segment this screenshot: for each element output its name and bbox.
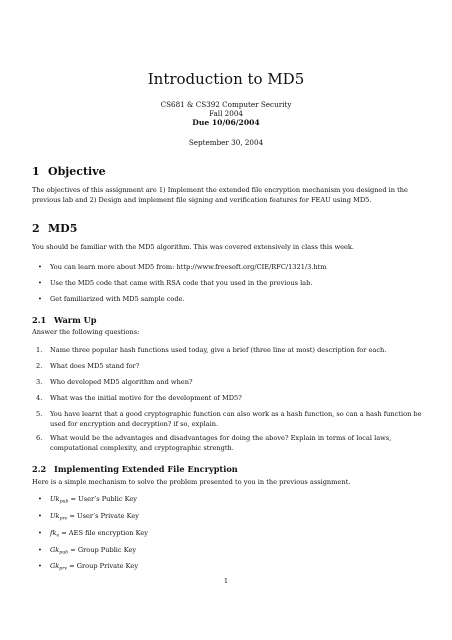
key-definition [38,546,422,558]
key-subscript: pub [59,550,69,556]
bullet-text: Get familiarized with MD5 sample code. [50,295,185,303]
course-line: CS681 & CS392 Computer Security [160,100,292,109]
item-text: What was the initial motive for the development of MD5? [50,394,242,402]
item-text: You have learnt that a good cryptographic function can also work as a hash function, so can a hash function be used for encryption and decryption? if so, explain. [50,410,422,428]
key-description: = User’s Public Key [70,495,137,503]
section-2-paragraph: You should be familiar with the MD5 algorithm. This was covered extensively in class this week. [32,243,355,251]
section-number: 2.2 [32,464,47,474]
section-title: Objective [48,165,106,178]
list-item [36,362,422,372]
document-title: Introduction to MD5 [147,70,305,88]
section-number: 2 [32,222,40,235]
section-1-paragraph: The objectives of this assignment are 1) Implement the extended file encryption mechanism you designed in the previous lab and 2) Design and implement file signing and verification features for FEAU using MD5. [32,186,408,204]
item-text: Who developed MD5 algorithm and when? [50,378,193,386]
key-symbol: Uk [50,495,60,503]
list-item [36,378,422,388]
item-text: What does MD5 stand for? [50,362,140,370]
list-item [38,295,422,305]
key-definition [38,495,422,507]
item-text: Name three popular hash functions used today, give a brief (three line at most) description for each. [50,346,387,354]
bullet-icon: • [38,279,42,287]
section-number: 2.1 [32,315,47,325]
key-description: = Group Public Key [70,546,137,554]
bullet-icon: • [38,546,42,554]
subsection-2-1-intro: Answer the following questions: [32,328,140,336]
bullet-icon: • [38,263,42,271]
due-date: Due 10/06/2004 [192,118,260,127]
list-item [38,279,422,289]
item-text: What would be the advantages and disadvantages for doing the above? Explain in terms of local laws, computational complexity, and cryptographic strength. [50,434,392,452]
key-definition [38,562,422,574]
list-item [38,263,422,273]
key-definition [38,529,422,541]
bullet-text: Use the MD5 code that came with RSA code that you used in the previous lab. [50,279,313,287]
bullet-icon: • [38,529,42,537]
list-item [36,410,422,429]
document-date: September 30, 2004 [188,138,264,147]
list-item [36,394,422,404]
key-definition [38,512,422,524]
key-symbol: Uk [50,512,60,520]
key-subscript: prv [59,566,67,572]
bullet-icon: • [38,512,42,520]
section-1-heading [32,165,106,178]
item-number: 6. [36,434,43,442]
item-number: 3. [36,378,43,386]
section-title: Implementing Extended File Encryption [54,464,238,474]
page-number: 1 [223,577,229,585]
item-number: 2. [36,362,43,370]
section-title: MD5 [48,222,78,235]
subsection-2-2-heading [32,464,238,474]
subsection-2-2-intro: Here is a simple mechanism to solve the problem presented to you in the previous assignment. [32,478,351,486]
key-subscript: prv [59,516,68,522]
key-subscript: e [56,533,60,539]
key-description: = AES file encryption Key [61,529,148,537]
key-symbol: Gk [50,562,60,570]
item-number: 4. [36,394,43,402]
item-number: 5. [36,410,43,418]
term-line: Fall 2004 [209,109,243,118]
key-description: = User’s Private Key [69,512,139,520]
list-item [36,434,422,453]
section-2-heading [32,222,77,235]
key-symbol: Gk [50,546,60,554]
bullet-icon: • [38,295,42,303]
list-item [36,346,422,356]
section-title: Warm Up [54,315,97,325]
bullet-text: You can learn more about MD5 from: http://www.freesoft.org/CIE/RFC/1321/3.htm [50,263,327,271]
bullet-icon: • [38,562,42,570]
section-number: 1 [32,165,40,178]
subsection-2-1-heading [32,315,96,325]
item-number: 1. [36,346,43,354]
bullet-icon: • [38,495,42,503]
key-subscript: pub [59,499,69,505]
key-description: = Group Private Key [69,562,139,570]
key-symbol: fk [50,529,57,537]
